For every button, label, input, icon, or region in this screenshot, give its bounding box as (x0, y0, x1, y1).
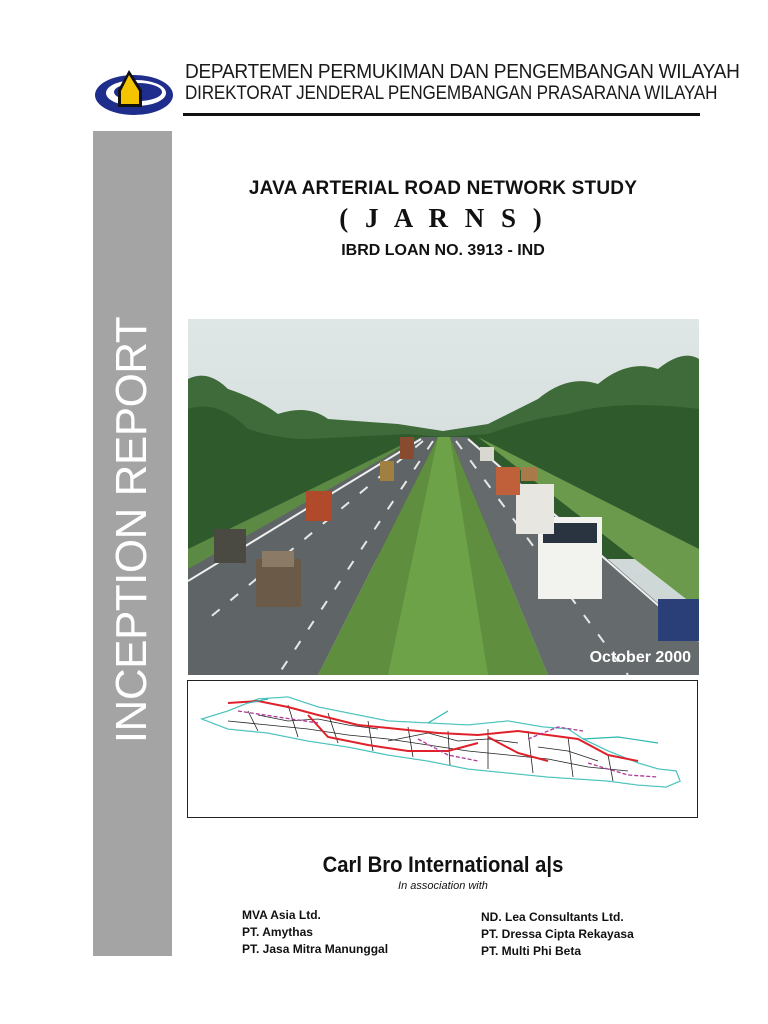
partner-list-left (242, 907, 388, 958)
partner-name: PT. Multi Phi Beta (481, 944, 582, 958)
partner-name: MVA Asia Ltd. (242, 908, 321, 922)
report-date: October 2000 (589, 649, 691, 666)
header-rule (183, 113, 700, 116)
partner-name: PT. Jasa Mitra Manunggal (242, 942, 389, 956)
department-name: DEPARTEMEN PERMUKIMAN DAN PENGEMBANGAN WILAYAH (185, 60, 740, 83)
loan-number: IBRD LOAN NO. 3913 - IND (341, 242, 545, 259)
java-road-network-map (187, 680, 698, 818)
partner-name: PT. Amythas (242, 925, 313, 939)
lead-consultant: Carl Bro International a|s (322, 852, 564, 877)
study-abbreviation: ( J A R N S ) (339, 203, 547, 233)
ministry-logo (92, 62, 176, 120)
department-header (185, 60, 740, 105)
partner-name: PT. Dressa Cipta Rekayasa (481, 927, 634, 941)
partner-list-right (481, 909, 634, 960)
directorate-name: DIREKTORAT JENDERAL PENGEMBANGAN PRASARANA WILAYAH (185, 83, 718, 104)
association-note: In association with (398, 880, 488, 892)
highway-photo (188, 319, 699, 675)
report-type-title: INCEPTION REPORT (107, 316, 156, 744)
partner-name: ND. Lea Consultants Ltd. (481, 910, 624, 924)
study-title: JAVA ARTERIAL ROAD NETWORK STUDY (248, 178, 638, 199)
